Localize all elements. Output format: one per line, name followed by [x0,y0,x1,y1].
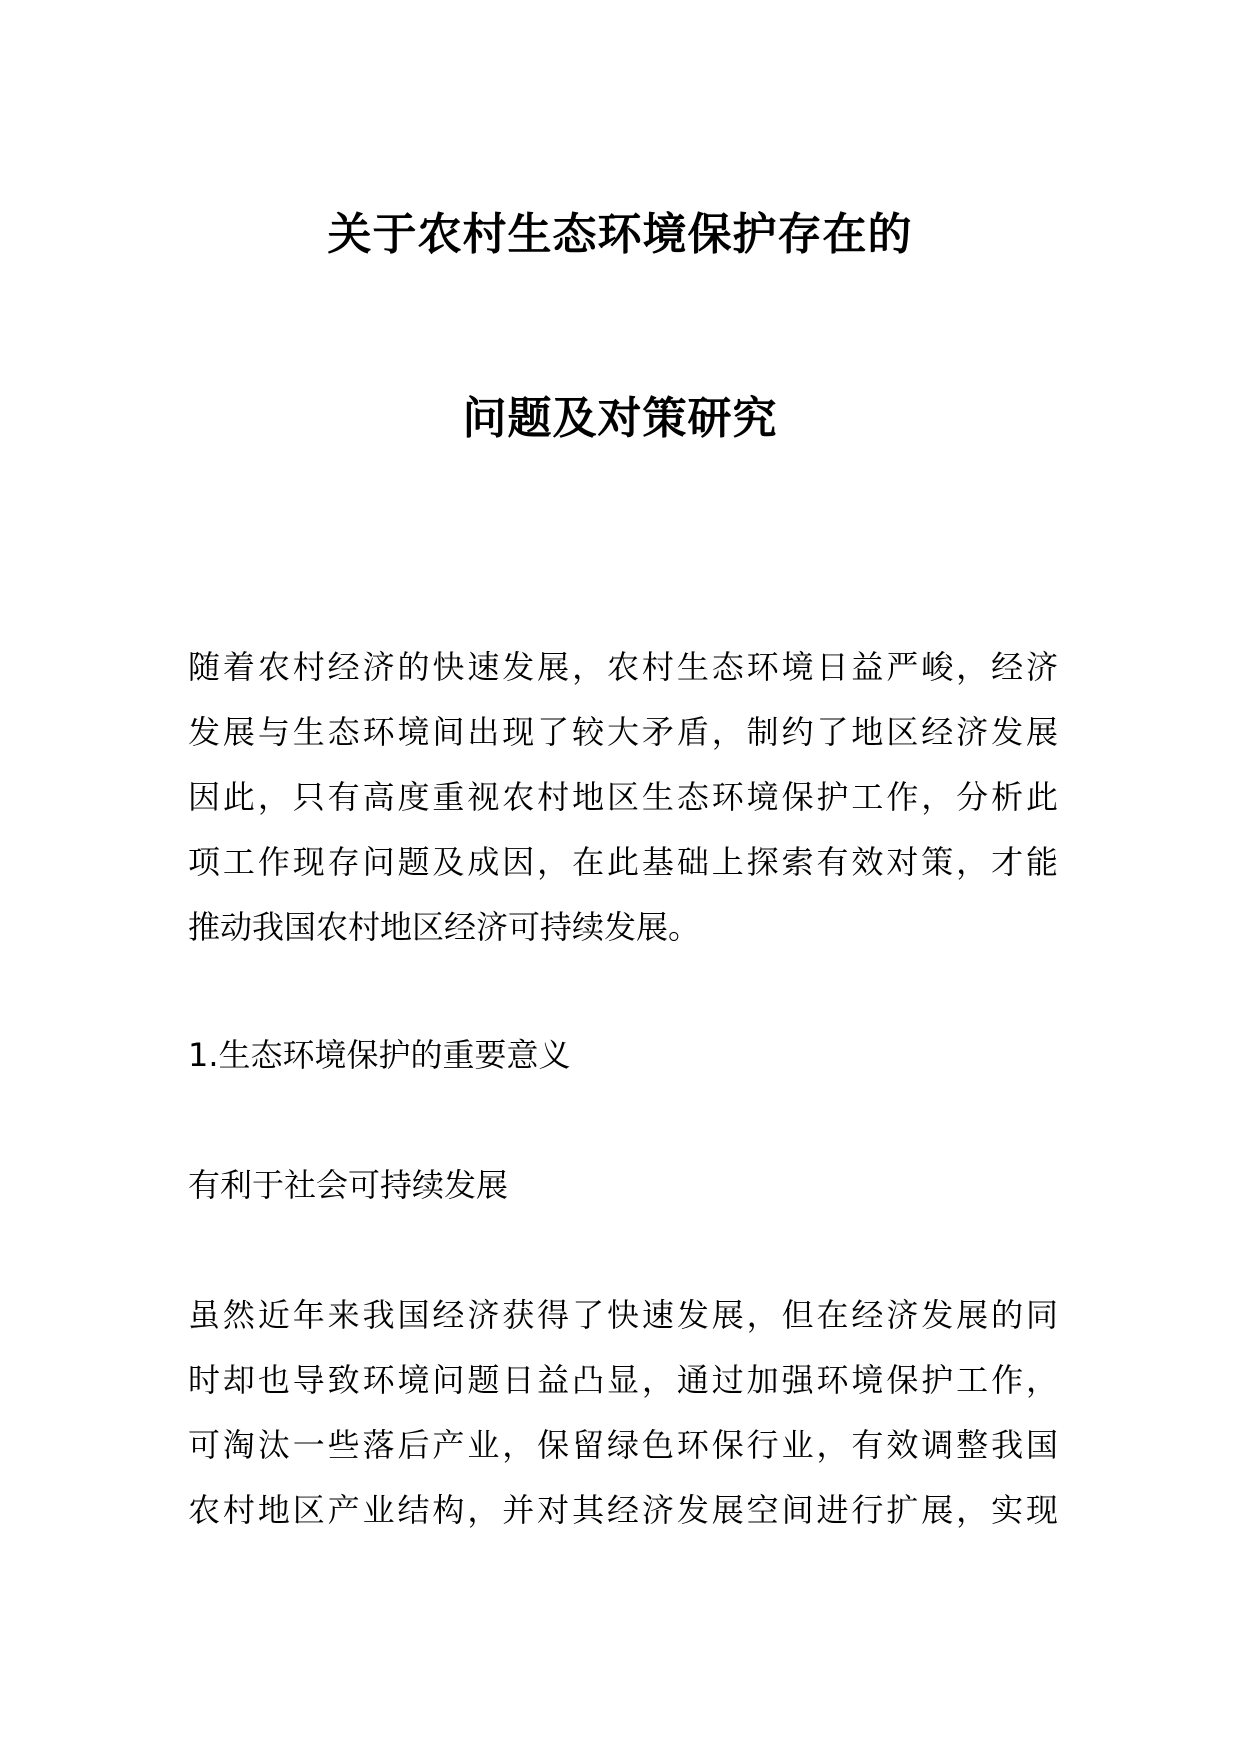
subsection-heading [188,1153,1058,1218]
section-heading-text: 1.生态环境保护的重要意义 [188,1036,571,1074]
paragraph-line: 因此，只有高度重视农村地区生态环境保护工作，分析此 [188,778,1058,816]
paragraph-line: 随着农村经济的快速发展，农村生态环境日益严峻，经济 [188,648,1058,686]
paragraph-line: 可淘汰一些落后产业，保留绿色环保行业，有效调整我国 [188,1426,1058,1464]
document-title-line-1: 关于农村生态环境保护存在的 [327,209,913,260]
section-heading [188,1023,1058,1088]
intro-paragraph [188,635,1058,960]
document-title-line-2: 问题及对策研究 [462,393,778,444]
paragraph-line: 推动我国农村地区经济可持续发展。 [188,908,701,946]
paragraph-line: 农村地区产业结构，并对其经济发展空间进行扩展，实现 [188,1491,1058,1529]
paragraph-line: 虽然近年来我国经济获得了快速发展，但在经济发展的同 [188,1296,1058,1334]
subsection-heading-text: 有利于社会可持续发展 [188,1166,509,1204]
paragraph-line: 时却也导致环境问题日益凸显，通过加强环境保护工作， [188,1361,1058,1399]
paragraph-line: 发展与生态环境间出现了较大矛盾，制约了地区经济发展 [188,713,1058,751]
paragraph-line: 项工作现存问题及成因，在此基础上探索有效对策，才能 [188,843,1058,881]
body-paragraph [188,1283,1058,1543]
